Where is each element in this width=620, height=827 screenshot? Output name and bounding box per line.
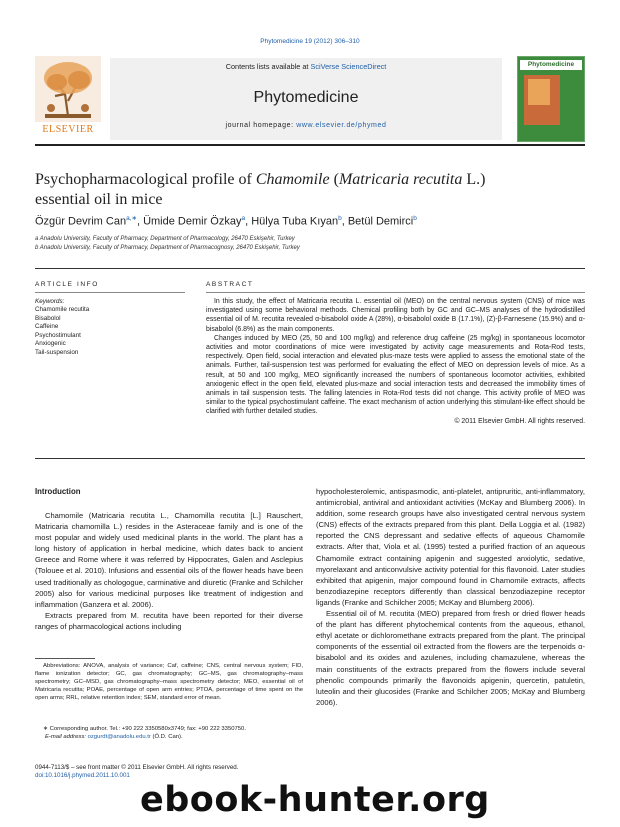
author-name[interactable]: Hülya Tuba Kıyan <box>251 215 339 228</box>
contents-line <box>110 62 502 71</box>
title-part: L.) <box>462 171 486 188</box>
section-rule <box>35 268 585 269</box>
keyword-item: Tail-suspension <box>35 348 79 356</box>
header-rule <box>35 144 585 146</box>
abbreviations-footnote <box>35 662 303 702</box>
keyword-item: Psychostimulant <box>35 331 81 339</box>
abstract-paragraph: Changes induced by MEO (25, 50 and 100 mg/kg) and reference drug caffeine (25 mg/kg) in spontaneous locomotor activities and motor coordinations of mice were investigated by activity cage measurements and Rota-Rod tests, respectively. Open field, social interaction and elevated plus-maze tests were applied to assess the emotional state of the animals. Further, tail-suspension test was performed for evaluating the effect of MEO on depression levels of mice. As a result, at 50 and 100 mg/kg, MEO significantly increased the numbers of spontaneous locomotor activities, exhibited anxiogenic effect in the open field, elevated plus-maze and social interaction tests and decreased the immobility times of animals in tail suspension tests. The falling latencies in Rota-Rod tests did not change. This activity profile of MEO was similar to the typical psychostimulant caffeine. The exact mechanism of action underlying this stimulant-like effect should be clarified with further detailed studies. <box>206 334 585 416</box>
article-info-heading: ARTICLE INFO <box>35 281 99 288</box>
author-list <box>35 214 595 228</box>
journal-title: Phytomedicine <box>253 89 359 106</box>
issn-block <box>35 764 335 781</box>
elsevier-tree-logo <box>35 56 101 134</box>
abstract-heading: ABSTRACT <box>206 281 254 288</box>
watermark: ebook-hunter.org <box>140 780 490 820</box>
author-name[interactable]: Özgür Devrim Can <box>35 215 127 228</box>
article-title <box>35 170 505 209</box>
body-column-left <box>35 510 303 632</box>
homepage-prefix: journal homepage: <box>225 122 297 129</box>
abstract-text <box>206 297 585 426</box>
title-part: ( <box>329 171 339 188</box>
author-sep: , <box>136 215 144 228</box>
title-part: essential oil in mice <box>35 190 163 208</box>
abstract-rule <box>206 292 585 293</box>
sciencedirect-link[interactable]: SciVerse ScienceDirect <box>310 62 387 71</box>
keyword-item: Bisabolol <box>35 314 61 322</box>
author-sup[interactable]: b <box>338 215 342 222</box>
email-suffix: (Ö.D. Can). <box>150 734 183 741</box>
body-paragraph: Chamomile (Matricaria recutita L., Chamomilla recutita [L.] Rauschert, Matricaria chamomilla L.) resides in the Asteraceae family and is one of the most popular and widely used medicinal plants in the world. The plant has a long history of application in herbal medicine, which dates back to ancient Greece and Rome where it was referred by Hippocrates, Galen and Asclepius (Tolouee et al. 2010). Infusions and essential oils of the flower heads have been used traditionally as chologogue, carminative and diuretic (Franke and Schilcher 2005) also for various medicinal purposes like treatment of indigestion and inflammation (Ganzera et al. 2006). <box>35 511 303 609</box>
body-paragraph: Extracts prepared from M. recutita have been reported for their diverse ranges of pharmacological actions including <box>35 610 303 631</box>
author-name[interactable]: Ümide Demir Özkay <box>143 215 242 228</box>
doi-link[interactable]: doi:10.1016/j.phymed.2011.10.001 <box>35 772 130 780</box>
journal-citation[interactable]: Phytomedicine 19 (2012) 306–310 <box>260 38 360 45</box>
affiliation-a: a Anadolu University, Faculty of Pharmacy, Department of Pharmacology, 26470 Eskişehir, Turkey <box>35 236 295 242</box>
author-sup[interactable]: a,∗ <box>126 215 137 222</box>
author-sup[interactable]: b <box>413 215 417 222</box>
journal-homepage <box>110 122 502 129</box>
email-prefix: E-mail address: <box>45 734 88 741</box>
title-italic: Chamomile <box>255 171 330 188</box>
abstract-paragraph: In this study, the effect of Matricaria recutita L. essential oil (MEO) on the central nervous system (CNS) of mice was investigated using some behavioral methods. Chemical profiling both by GC and GC–MS analyses of the hydrodistilled essential oil of M. recutita revealed α-bisabolol oxide A (28%), α-bisabolol oxide B (17.1%), (Z)-β-Farnesene (15.9%) and α-bisabolol (6.8%) as the main components. <box>206 298 585 333</box>
abstract-copyright: © 2011 Elsevier GmbH. All rights reserved. <box>454 417 585 425</box>
author-name[interactable]: Betül Demirci <box>347 215 414 228</box>
footnote-rule <box>35 658 95 659</box>
keyword-item: Chamomile recutita <box>35 306 90 313</box>
author-sup[interactable]: a <box>241 215 246 222</box>
article-info-rule <box>35 292 185 293</box>
homepage-link[interactable]: www.elsevier.de/phymed <box>296 122 387 129</box>
contents-prefix: Contents lists available at <box>225 62 311 71</box>
corresponding-text: ∗ Corresponding author. Tel.: +90 222 3350580x3749; fax: +90 222 3350750. <box>43 726 246 732</box>
author-sep: , <box>341 215 348 228</box>
corresponding-author-footnote <box>35 725 303 741</box>
body-column-right <box>316 486 585 708</box>
affiliation-b: b Anadolu University, Faculty of Pharmacy, Department of Pharmacognosy, 26470 Eskişehir, Turkey <box>35 245 300 251</box>
publisher-logo-text: ELSEVIER <box>42 124 94 135</box>
body-paragraph: hypocholesterolemic, antispasmodic, anti-platelet, antipruritic, anti-inflammatory, antimicrobial, antiviral and antioxidant activities (McKay and Blumberg 2006). In addition, some research groups have also investigated central nervous system (CNS) effects of the extracts prepared from this plant. Della Loggia et al. (1982) reported the CNS depressant and sedative effects of aqueous Chamomile extracts. After that, Viola et al. (1995) tested a purified fraction of an aqueous Chamomile extract containing apigenin and suggested anxiolytic, sedative, myorelaxant and anticonvulsive activity potential for this flavonoid. Later studies exhibited that apigenin, major compound found in Chamomile extracts, affects benzodiazepine receptors differently than classical benzodiazepine receptor ligands (Franke and Schilcher 2005; McKay and Blumberg 2006). <box>316 487 585 607</box>
journal-cover[interactable] <box>517 56 585 142</box>
abbreviations-text: Abbreviations: ANOVA, analysis of variance; Caf, caffeine; CNS, central nervous system; FID, flame ionization detector; GC, gas chromatography; GC–MS, gas chromatography–mass spectrometry; GC–MSD, gas chromatography–mass spectrometry detector; MEO, essential oil of Matricaria recutita; POAE, percentage of open arm entries; PTOA, percentage of time spent on the open arms; RRL, relative retention index; SEM, standard error of mean. <box>35 663 303 702</box>
title-part: Psychopharmacological profile of <box>35 171 256 188</box>
body-paragraph: Essential oil of M. recutita (MEO) prepared from fresh or dried flower heads of the plant has different phytochemical contents from the aqueous, ethanol, ethyl acetate or dichloromethane extracts prepared from the plant. The principal components of the essential oil extracted from the flowers are the terpenoids α-bisabolol and its oxides and azulenes, including chamazulene, whereas the main constituents of the extracts prepared from the flowers include several phenolic compounds primarily the flavonoids apigenin, quercetin, patuletin, luteolin and their glucosides (Franke and Schilcher 2005; McKay and Blumberg 2006). <box>316 609 585 707</box>
keyword-item: Anxiogenic <box>35 340 66 347</box>
issn-line: 0944-7113/$ – see front matter © 2011 Elsevier GmbH. All rights reserved. <box>35 764 239 771</box>
email-link[interactable]: ozgurdt@anadolu.edu.tr <box>87 734 151 741</box>
keyword-item: Caffeine <box>35 323 59 330</box>
introduction-heading: Introduction <box>35 487 81 496</box>
keywords-list <box>35 306 185 357</box>
cover-image-detail <box>528 79 550 105</box>
author-sep: , <box>245 215 252 228</box>
cover-title: Phytomedicine <box>520 60 582 70</box>
title-italic: Matricaria recutita <box>338 171 463 188</box>
abstract-bottom-rule <box>35 458 585 459</box>
keywords-label: Keywords: <box>35 298 65 305</box>
